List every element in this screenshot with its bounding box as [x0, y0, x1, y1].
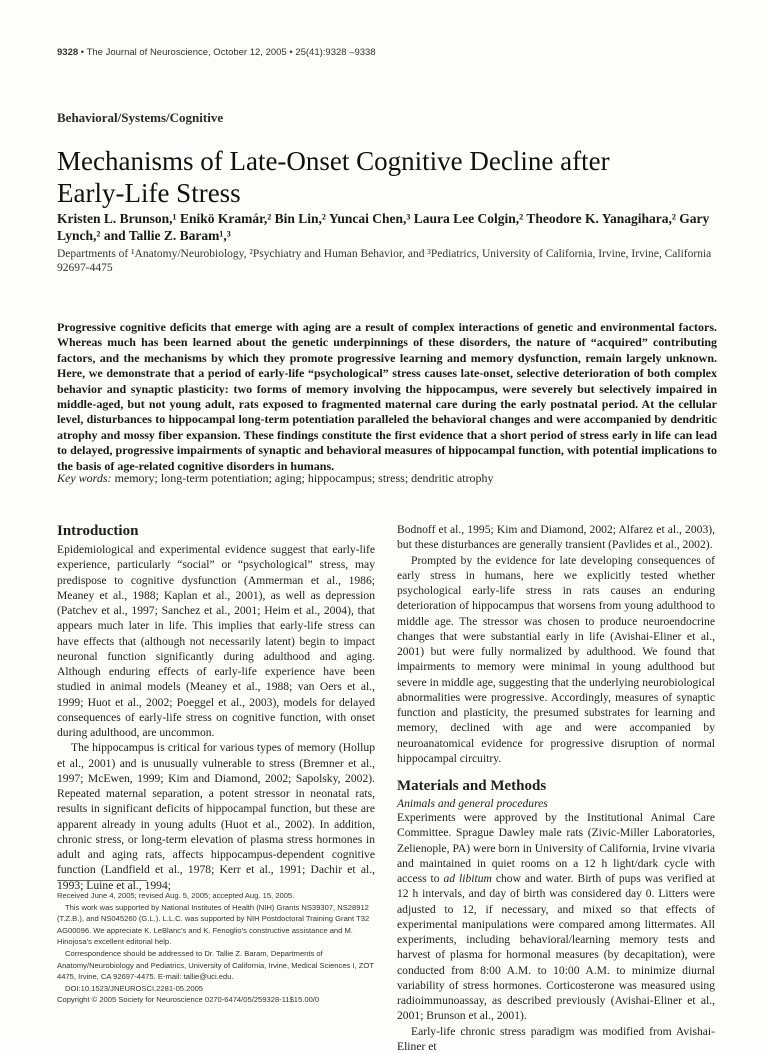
methods-paragraph-2: Early-life chronic stress paradigm was modified from Avishai-Eliner et — [397, 1024, 715, 1054]
correspondence-note: Correspondence should be addressed to Dr. Tallie Z. Baram, Departments of Anatomy/Neurobiology and Pediatrics, University of California, Irvine, Medical Sciences I, ZOT 4475, Irvine, CA 92697-4475. E-mail: tallie@uci.edu. — [57, 948, 379, 983]
methods-subheading: Animals and general procedures — [397, 797, 715, 810]
methods-p1-part-a: Experiments were approved by the Institutional Animal Care Committee. Sprague Dawley male rats (Zivic-Miller Laboratories, Zelienople, PA) were born in University of California, Irvine vivaria and maintained in quiet rooms on a 12 h light/dark cycle with access to — [397, 811, 715, 885]
intro-paragraph-4: Prompted by the evidence for late developing consequences of early stress in humans, here we explicitly tested whether psychological early-life stress in rats causes an enduring deterioration of hippocampus that worsens from young adulthood to middle age. The stressor was chosen to produce neuroendocrine changes that were substantial early in life (Avishai-Eliner et al., 2001) but were fully normalized by adulthood. We found that impairments to memory were minimal in young adulthood but severe in middle age, suggesting that the underlying neurobiological abnormalities were progressive. Accordingly, measures of synaptic function and plasticity, the presumed substrates for learning and memory, declined with age and were accompanied by neuroanatomical evidence for progressive disruption of normal hippocampal circuitry. — [397, 553, 715, 767]
funding-note: This work was supported by National Institutes of Health (NIH) Grants NS39307, NS28912 (T.Z.B.), and NS045260 (G.L.). L.L.C. was supported by NIH Postdoctoral Training Grant T32 AG00096. We appreciate K. LeBlanc’s and K. Fenoglio’s constructive assistance and M. Hinojosa’s excellent editorial help. — [57, 902, 379, 948]
keywords — [57, 471, 717, 486]
footnotes — [57, 890, 379, 1006]
journal-citation: • The Journal of Neuroscience, October 12, 2005 • 25(41):9328 –9338 — [81, 47, 376, 58]
keywords-text: memory; long-term potentiation; aging; hippocampus; stress; dendritic atrophy — [115, 471, 494, 485]
copyright: Copyright © 2005 Society for Neuroscience 0270-6474/05/259328-11$15.00/0 — [57, 994, 379, 1006]
affiliations: Departments of ¹Anatomy/Neurobiology, ²Psychiatry and Human Behavior, and ³Pediatrics, University of California, Irvine, Irvine, California 92697-4475 — [57, 247, 727, 275]
introduction-heading: Introduction — [57, 522, 375, 540]
section-tag: Behavioral/Systems/Cognitive — [57, 110, 223, 126]
doi: DOI:10.1523/JNEUROSCI.2281-05.2005 — [57, 983, 379, 995]
methods-paragraph-1 — [397, 810, 715, 1024]
keywords-label: Key words: — [57, 471, 112, 485]
abstract: Progressive cognitive deficits that emerge with aging are a result of complex interactions of genetic and environmental factors. Whereas much has been learned about the genetic underpinnings of these disorders, the nature of “acquired” contributing factors, and the mechanisms by which they promote progressive learning and memory dysfunction, remain largely unknown. Here, we demonstrate that a period of early-life “psychological” stress causes late-onset, selective deterioration of both complex behavior and synaptic plasticity: two forms of memory involving the hippocampus, were severely but selectively impaired in middle-aged, but not young adult, rats exposed to fragmented maternal care during the early postnatal period. At the cellular level, disturbances to hippocampal long-term potentiation paralleled the behavioral changes and were accompanied by dendritic atrophy and mossy fiber expansion. These findings constitute the first evidence that a short period of stress early in life can lead to delayed, progressive impairments of synaptic and behavioral measures of hippocampal function, with potential implications to the basis of age-related cognitive disorders in humans. — [57, 320, 717, 474]
methods-heading: Materials and Methods — [397, 777, 715, 795]
intro-paragraph-3: Bodnoff et al., 1995; Kim and Diamond, 2002; Alfarez et al., 2003), but these disturbances are generally transient (Pavlides et al., 2002). — [397, 522, 715, 553]
intro-paragraph-1: Epidemiological and experimental evidence suggest that early-life experience, particularly “social” or “psychological” stress, may predispose to cognitive dysfunction (Ammerman et al., 1986; Meaney et al., 1988; Kaplan et al., 2001), as well as depression (Patchev et al., 1997; Sanchez et al., 2001; Heim et al., 2004), that appears much later in life. This implies that early-life stress can have effects that (although not necessarily latent) begin to impact neuronal function significantly during adulthood and aging. Although enduring effects of early-life experience have been studied in animal models (Meaney et al., 1988; van Oers et al., 1999; Huot et al., 2002; Poeggel et al., 2003), models for delayed consequences of early-life stress on cognitive function, with onset during adulthood, are uncommon. — [57, 542, 375, 740]
author-list: Kristen L. Brunson,¹ Enikö Kramár,² Bin Lin,² Yuncai Chen,³ Laura Lee Colgin,² Theodore K. Yanagihara,² Gary Lynch,² and Tallie Z. Baram¹,³ — [57, 210, 727, 244]
page-number: 9328 — [57, 47, 78, 58]
footnote-divider — [57, 880, 147, 881]
methods-p1-italic: ad libitum — [444, 872, 492, 885]
right-column — [397, 522, 715, 1054]
running-header — [57, 47, 376, 58]
paper-title: Mechanisms of Late-Onset Cognitive Decline after Early-Life Stress — [57, 145, 677, 209]
received-dates: Received June 4, 2005; revised Aug. 5, 2005; accepted Aug. 15, 2005. — [57, 890, 379, 902]
left-column — [57, 522, 375, 893]
methods-p1-part-b: chow and water. Birth of pups was verified at 12 h intervals, and day of birth was considered day 0. Litters were adjusted to 12, if necessary, and mixed so that effects of experimental manipulations were compared among littermates. All experiments, including behavioral/learning memory tests and harvest of plasma for hormonal measures (by decapitation), were conducted from 8:00 A.M. to 10:00 A.M. to minimize diurnal variability of stress hormones. Corticosterone was measured using radioimmunoassay, as described previously (Avishai-Eliner et al., 2001; Brunson et al., 2001). — [397, 872, 715, 1022]
intro-paragraph-2: The hippocampus is critical for various types of memory (Hollup et al., 2001) and is unusually vulnerable to stress (Bremner et al., 1997; McEwen, 1999; Kim and Diamond, 2002; Sapolsky, 2002). Repeated maternal separation, a potent stressor in neonatal rats, results in significant deficits of hippocampal function, but these are apparent already in young adults (Huot et al., 2002). In addition, chronic stress, or long-term elevation of plasma stress hormones in adult and aging rats, affects hippocampus-dependent cognitive function (Landfield et al., 1978; Kerr et al., 1991; Dachir et al., 1993; Luine et al., 1994; — [57, 740, 375, 893]
